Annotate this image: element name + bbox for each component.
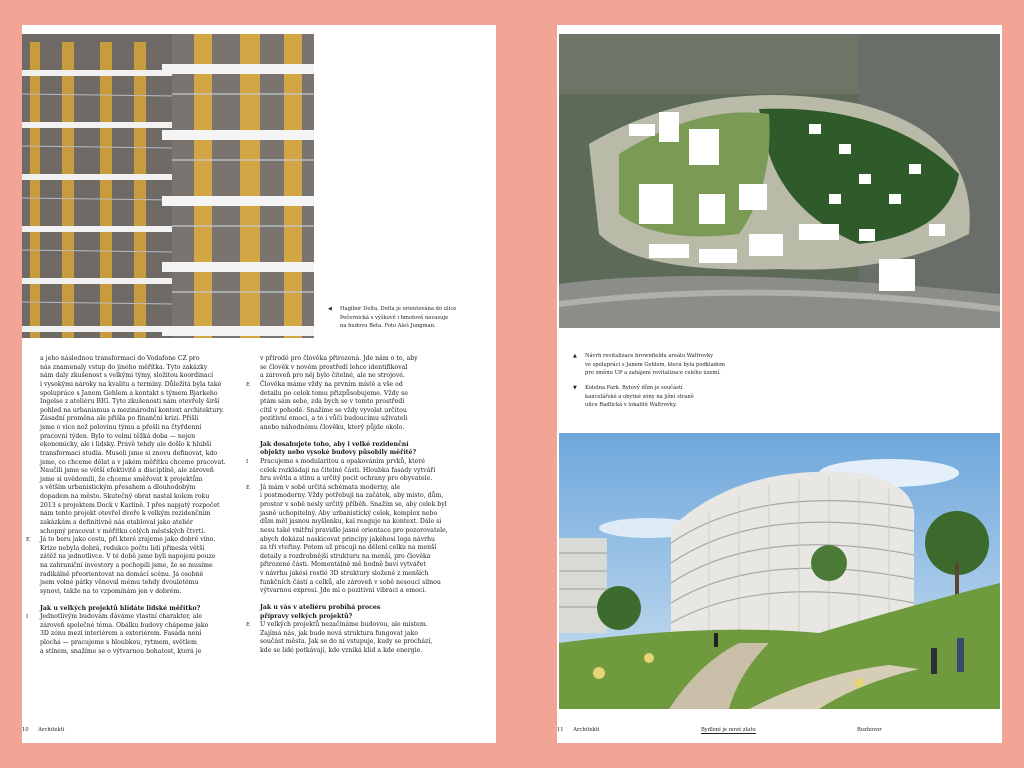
body-text-line: jsem volné pátky věnoval mému tehdy dvouletému bbox=[40, 579, 199, 587]
speaker-initial: E bbox=[246, 484, 251, 491]
body-text-line: pohled na urbanismus a mezinárodní kontext architektury. bbox=[40, 406, 224, 414]
body-text-line: nám daly zkušenost s velkými týmy, složitou koordinací bbox=[40, 372, 214, 380]
body-text-line bbox=[246, 621, 448, 630]
caption-line: na budovu Beta. Foto Aleš Jungman. bbox=[340, 323, 436, 330]
down-arrow-icon: ▼ bbox=[573, 385, 577, 391]
question-line: přípravy velkých projektů? bbox=[260, 612, 353, 620]
body-text: U velkých projektů nezačínáme budovou, ale místem. bbox=[260, 621, 428, 629]
body-text-line: ptám sám sebe, zda bych se v tomto prostředí bbox=[260, 398, 405, 406]
section-label: Rozhovor bbox=[857, 727, 882, 733]
body-text-line: výtvarnou expresi. Jde mi o pozitivní vibraci a emoci. bbox=[260, 587, 427, 595]
body-text-line: a zároveň pro něj bylo čitelné, ale ne strojové. bbox=[260, 372, 405, 380]
question-line: Jak dosahujete toho, aby i velké rezidenční bbox=[260, 440, 409, 448]
body-text-line: 3D zónu mezi interiérem a exteriérem. Fasáda není bbox=[40, 630, 202, 638]
body-text-line: nás znamenaly vstup do jiného měřítka. Tyto zakázky bbox=[40, 363, 208, 371]
body-text-line: Naučili jsme se větší efektivitě a disciplíně, ale zároveň bbox=[40, 467, 214, 475]
body-text-line: jasně uchopitelný. Aby urbanistický celek, komplex nebo bbox=[260, 509, 438, 517]
body-text-line: ekonomicky, ale i lidsky. Právě tehdy ale došlo k hlubší bbox=[40, 441, 212, 449]
section-title-link[interactable]: Bydlení je nové zlato bbox=[701, 727, 756, 733]
body-text-line: přirozené části. Momentálně mě hodně baví vytvářet bbox=[260, 561, 426, 569]
caption-line: Návrh revitalizace brownfieldu areálu Waltrovky bbox=[585, 353, 714, 359]
body-text-line: nesu také vnitřní pravidlo jasné orientace pro pozorovatele, bbox=[260, 526, 448, 534]
body-text: Já mám v sobě určitá schémata moderny, ale bbox=[260, 483, 401, 491]
body-text-line: zároveň společné téma. Obálku budovy chápeme jako bbox=[40, 621, 209, 629]
left-page bbox=[22, 25, 496, 743]
page-number: 10 bbox=[22, 727, 29, 733]
caption-line: Hagibor Delta. Delta je orientována do ulice bbox=[340, 306, 457, 312]
footer-left bbox=[22, 727, 64, 733]
body-text-line: pracovní týden. Bylo to velmi těžká doba — nejen bbox=[40, 432, 196, 440]
body-text-line: pozitivní emoci, a to i vůči budoucímu uživateli bbox=[260, 415, 408, 423]
speaker-initial: E bbox=[26, 537, 31, 544]
body-text-line: součást města. Jak se do ní vstupuje, kudy se prochází, bbox=[260, 638, 433, 646]
body-text-line: celek rozkládají na čitelné části. Hloubka fasády vytváří bbox=[260, 466, 436, 474]
caption-line: Kotelna Park. Bytový dům je součástí bbox=[585, 385, 683, 391]
body-text-line: se člověk v novém prostředí lehce identifikoval bbox=[260, 363, 408, 371]
body-text-line bbox=[26, 613, 226, 622]
up-arrow-icon: ▲ bbox=[573, 353, 577, 359]
question-line: objekty nebo vysoké budovy působily měřítě? bbox=[260, 449, 417, 457]
body-text-line: zakázkám a definitivně nás etabloval jako ateliér bbox=[40, 518, 193, 526]
body-text-line bbox=[26, 536, 226, 545]
body-text-line: cítil v pohodě. Snažíme se vždy vyvolat určitou bbox=[260, 406, 407, 414]
text-column-2 bbox=[246, 355, 448, 656]
residential-render-photo bbox=[559, 433, 1000, 709]
speaker-initial: E bbox=[246, 622, 251, 629]
body-text-line: Krize nebyla dobrá, redukce počtu lidí přinesla větší bbox=[40, 544, 205, 552]
body-text-line: Zásadní proměna ale přišla po finanční krizi. Přišli bbox=[40, 415, 199, 423]
body-text: Pracujeme s modularitou a opakováním prvků, které bbox=[260, 457, 425, 465]
body-text-line: detaily a rozdrobnější strukturu na menší, pro člověka bbox=[260, 552, 431, 560]
body-text-line: dům měl jasnou myšlenku, kai reaguje na kontext. Dále si bbox=[260, 518, 442, 526]
footer-label: Architekti bbox=[573, 727, 600, 733]
right-page bbox=[557, 25, 1002, 743]
question-line: Jak u vás v ateliéru probíhá proces bbox=[260, 603, 381, 611]
body-text-line: na zahraniční investory a pochopili jsme, že se musíme bbox=[40, 562, 213, 569]
body-text-line: synovi, takže na to vzpomínám jen v dobrém. bbox=[40, 587, 182, 595]
body-text-line bbox=[246, 457, 448, 467]
body-text: Člověka máme vždy na prvním místě a vše od bbox=[260, 380, 403, 388]
body-text-line: nám tento projekt otevřel dveře k velkým rezidenčním bbox=[40, 510, 211, 518]
body-text-line: Zajímá nás, jak bude nová struktura fungovat jako bbox=[260, 629, 419, 637]
body-text-line bbox=[246, 483, 448, 493]
caption-line: ve spolupráci s Janem Gehlem, která byla podkladem bbox=[585, 361, 725, 368]
body-text-line: plochá — pracujeme s hloubkou, rytmem, světlem bbox=[40, 639, 197, 646]
body-text-line: za tři vteřiny. Potom už pracuji na dělení celku na menší bbox=[260, 544, 437, 552]
body-text-line: funkčních částí a celků, ale zároveň v sobě nesoucí silnou bbox=[260, 578, 441, 586]
question-line: Jak u velkých projektů hlídáte lidské měřítko? bbox=[40, 604, 201, 612]
footer-right bbox=[557, 727, 1002, 733]
body-text-line: jsme si uvědomili, že chceme směřovat k projektům bbox=[40, 475, 203, 483]
body-text-line: i postmoderny. Vždy potřebuji na začátek, aby místo, dům, bbox=[260, 492, 444, 500]
body-text-line: radikálně přeorientovat na domácí scénu. Já osobně bbox=[40, 570, 204, 578]
left-arrow-icon: ◀ bbox=[328, 306, 332, 312]
body-text-line: a jeho následnou transformaci do Vodafone CZ pro bbox=[40, 355, 200, 362]
body-text-line: detailu po celek tomu přizpůsobujeme. Vždy se bbox=[260, 389, 408, 397]
photo-caption bbox=[328, 305, 457, 331]
footer-label: Architekti bbox=[38, 727, 65, 733]
body-text-line: abych dokázal naskicovat principy jakéhosi loga návrhu bbox=[260, 535, 436, 543]
caption-line: pro změnu ÚP a zahájení revitalizace celého území. bbox=[585, 370, 721, 377]
body-text: Já to beru jako cestu, při které zrajeme jako dobré víno. bbox=[40, 536, 216, 544]
speaker-initial: E bbox=[246, 381, 251, 388]
speaker-initial: I bbox=[26, 614, 29, 621]
body-text-line: Ingelse z ateliéru BIG. Tyto zkušenosti nám otevřely širší bbox=[40, 398, 220, 406]
text-column-1 bbox=[26, 355, 226, 656]
body-text-line bbox=[246, 380, 448, 390]
body-text-line: prostor v sobě nesly určitý příběh. Snažím se, aby celek byl bbox=[260, 501, 447, 508]
body-text-line: transformaci studia. Museli jsme si znovu definovat, kdo bbox=[40, 449, 218, 457]
body-text-line: hru světla a stínu a určitý pocit ochrany pro obyvatele. bbox=[260, 475, 433, 483]
speaker-initial: I bbox=[246, 458, 249, 465]
body-text-line: anebo náhodnému člověku, který půjde okolo. bbox=[260, 424, 405, 431]
body-text-line: i vysokými nároky na kvalitu a termíny. Důležitá byla také bbox=[40, 380, 222, 388]
body-text-line: v přírodě pro člověka přirozená. Jde nám o to, aby bbox=[260, 355, 418, 362]
body-text-line: kde se lidé potkávají, kde vzniká klid a kde energie. bbox=[260, 647, 423, 654]
body-text-line: spolupráce s Janem Gehlem a kontakt s týmem Bjarkeho bbox=[40, 389, 218, 397]
body-text-line: jsme, co chceme dělat a v jakém měřítku chceme pracovat. bbox=[40, 458, 226, 466]
body-text-line: schopný pracovat v měřítku celých městských čtvrtí. bbox=[40, 527, 206, 535]
caption-bottom bbox=[573, 384, 694, 410]
body-text-line: zátěž na jednotlivce. V té době jsme byli napojeni pouze bbox=[40, 553, 216, 561]
body-text-line: jsme o více než polovinu týmu a přešli na čtyřdenní bbox=[40, 424, 202, 431]
body-text-line: dopadem na město. Skutečný obrat nastal kolem roku bbox=[40, 493, 210, 500]
body-text-line: a stínem, snažíme se o výtvarnou bohatost, která je bbox=[40, 647, 202, 655]
page-number: 11 bbox=[557, 727, 564, 733]
body-text: Jednotlivým budovám dáváme vlastní charakter, ale bbox=[40, 613, 203, 621]
aerial-masterplan-photo bbox=[559, 34, 1000, 328]
body-text-line: s větším urbanistickým přesahem a dlouhodobým bbox=[40, 484, 196, 492]
caption-line: ulice Radlická v lokalitě Waltrovky. bbox=[585, 402, 677, 409]
caption-line: Počernická s výškově i hmotově navazuje bbox=[340, 314, 449, 321]
caption-top bbox=[573, 352, 725, 378]
body-text-line: 2013 s projektem Dock v Karlíně. I přes napjatý rozpočet bbox=[40, 501, 220, 509]
body-text-line: v návrhu jakési rostlé 3D struktury složené z menších bbox=[260, 570, 429, 577]
caption-line: kancelářské a obytné zóny na jižní straně bbox=[585, 393, 694, 400]
building-facade-photo bbox=[22, 34, 314, 338]
